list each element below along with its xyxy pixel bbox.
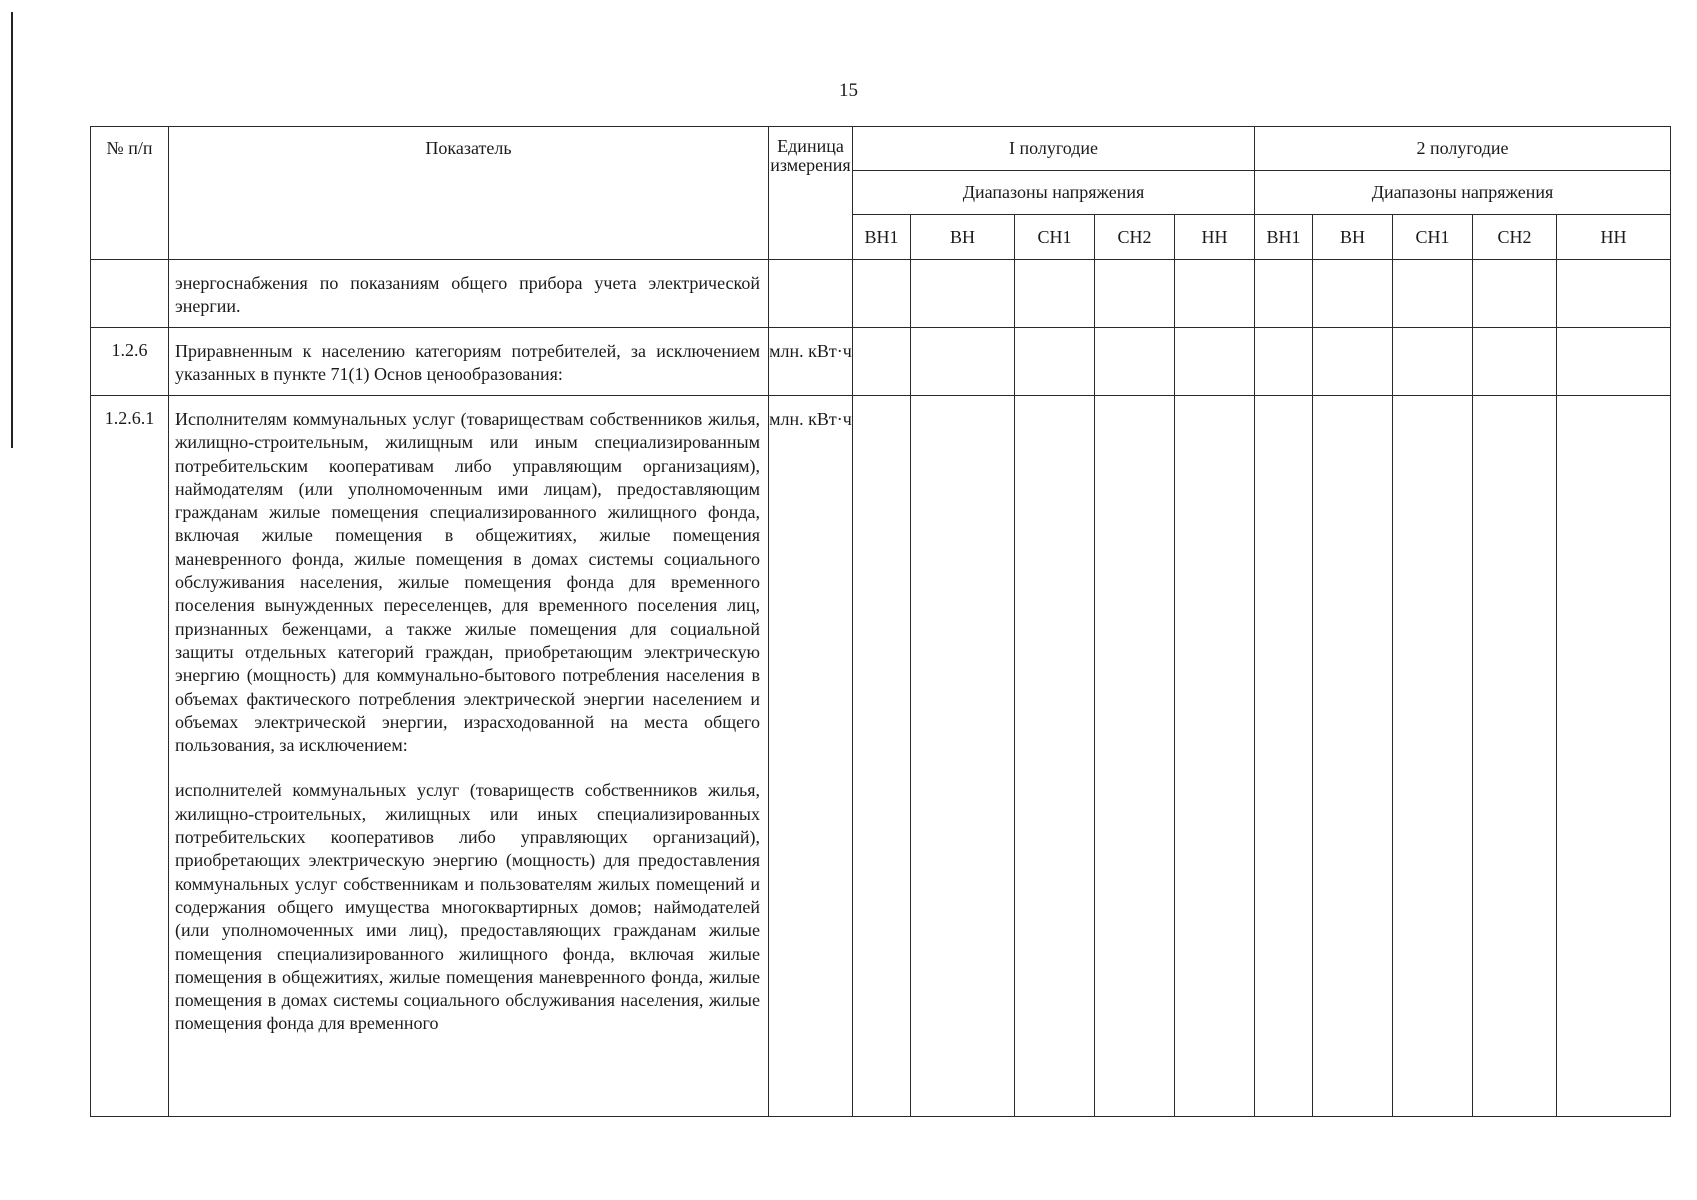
value-cell <box>1255 396 1313 1117</box>
value-cell <box>1015 260 1095 328</box>
header-col-nn-h2: НН <box>1557 215 1671 260</box>
value-cell <box>1095 328 1175 396</box>
row-indicator <box>169 396 769 1117</box>
value-cell <box>1473 260 1557 328</box>
value-cell <box>853 260 911 328</box>
header-number: № п/п <box>91 127 169 260</box>
row-number: 1.2.6 <box>91 328 169 396</box>
indicator-paragraph: исполнителей коммунальных услуг (товариществ собственников жилья, жилищно-строительных, жилищных или иных специализированных потребительских кооперативов либо управляющих организаций), приобретающих электрическую энергию (мощность) для предоставления коммунальных услуг собственникам и пользователям жилых помещений и содержания общего имущества многоквартирных домов; наймодателей (или уполномоченных ими лиц), предоставляющих гражданам жилые помещения специализированного жилищного фонда, включая жилые помещения в общежитиях, жилые помещения маневренного фонда, жилые помещения в домах системы социального обслуживания населения, жилые помещения фонда для временного <box>175 780 760 1034</box>
header-half-1: I полугодие <box>853 127 1255 171</box>
value-cell <box>1473 328 1557 396</box>
indicators-table <box>90 126 1671 1117</box>
value-cell <box>1175 328 1255 396</box>
header-col-sn1-h2: СН1 <box>1393 215 1473 260</box>
row-unit <box>769 260 853 328</box>
indicator-paragraph: энергоснабжения по показаниям общего прибора учета электрической энергии. <box>175 273 760 317</box>
scan-edge-line <box>11 12 13 448</box>
value-cell <box>1393 396 1473 1117</box>
header-voltage-ranges-1: Диапазоны напряжения <box>853 171 1255 215</box>
row-number: 1.2.6.1 <box>91 396 169 1117</box>
indicator-paragraph: Исполнителям коммунальных услуг (товариществам собственников жилья, жилищно-строительным, жилищным или иным специализированным потребительским кооперативам либо управляющим организациям), наймодателям (или уполномоченным ими лицам), предоставляющим гражданам жилые помещения специализированного жилищного фонда, включая жилые помещения в общежитиях, жилые помещения маневренного фонда, жилые помещения в домах системы социального обслуживания населения, жилые помещения фонда для временного поселения вынужденных переселенцев, для временного поселения лиц, признанных беженцами, а также жилые помещения для социальной защиты отдельных категорий граждан, приобретающим электрическую энергию (мощность) для коммунально-бытового потребления населения в объемах фактического потребления электрической энергии населением и объемах электрической энергии, израсходованной на места общего пользования, за исключением: <box>175 409 760 756</box>
value-cell <box>1015 328 1095 396</box>
value-cell <box>1175 396 1255 1117</box>
value-cell <box>1557 396 1671 1117</box>
value-cell <box>1473 396 1557 1117</box>
value-cell <box>1393 328 1473 396</box>
row-indicator <box>169 260 769 328</box>
header-unit: Единица измерения <box>769 127 853 260</box>
value-cell <box>1557 328 1671 396</box>
value-cell <box>1313 396 1393 1117</box>
header-col-vn-h2: ВН <box>1313 215 1393 260</box>
value-cell <box>1393 260 1473 328</box>
table-row <box>91 260 1671 328</box>
value-cell <box>1095 260 1175 328</box>
header-voltage-ranges-2: Диапазоны напряжения <box>1255 171 1671 215</box>
indicator-paragraph: Приравненным к населению категориям потребителей, за исключением указанных в пункте 71(1) Основ ценообразования: <box>175 341 760 385</box>
value-cell <box>1557 260 1671 328</box>
table-header <box>91 127 1671 260</box>
header-col-sn2-h2: СН2 <box>1473 215 1557 260</box>
value-cell <box>853 328 911 396</box>
value-cell <box>1313 328 1393 396</box>
header-half-2: 2 полугодие <box>1255 127 1671 171</box>
value-cell <box>853 396 911 1117</box>
header-col-sn1-h1: СН1 <box>1015 215 1095 260</box>
header-indicator: Показатель <box>169 127 769 260</box>
row-indicator <box>169 328 769 396</box>
header-col-sn2-h1: СН2 <box>1095 215 1175 260</box>
value-cell <box>1255 328 1313 396</box>
value-cell <box>1313 260 1393 328</box>
value-cell <box>1175 260 1255 328</box>
row-unit: млн. кВт·ч <box>769 396 853 1117</box>
table-body <box>91 260 1671 1117</box>
value-cell <box>1095 396 1175 1117</box>
table-row <box>91 328 1671 396</box>
page-number: 15 <box>839 80 858 101</box>
table-row <box>91 396 1671 1117</box>
value-cell <box>1255 260 1313 328</box>
header-col-vn1-h1: ВН1 <box>853 215 911 260</box>
value-cell <box>911 260 1015 328</box>
value-cell <box>911 328 1015 396</box>
header-col-vn-h1: ВН <box>911 215 1015 260</box>
header-col-vn1-h2: ВН1 <box>1255 215 1313 260</box>
value-cell <box>911 396 1015 1117</box>
header-col-nn-h1: НН <box>1175 215 1255 260</box>
row-unit: млн. кВт·ч <box>769 328 853 396</box>
row-number <box>91 260 169 328</box>
value-cell <box>1015 396 1095 1117</box>
